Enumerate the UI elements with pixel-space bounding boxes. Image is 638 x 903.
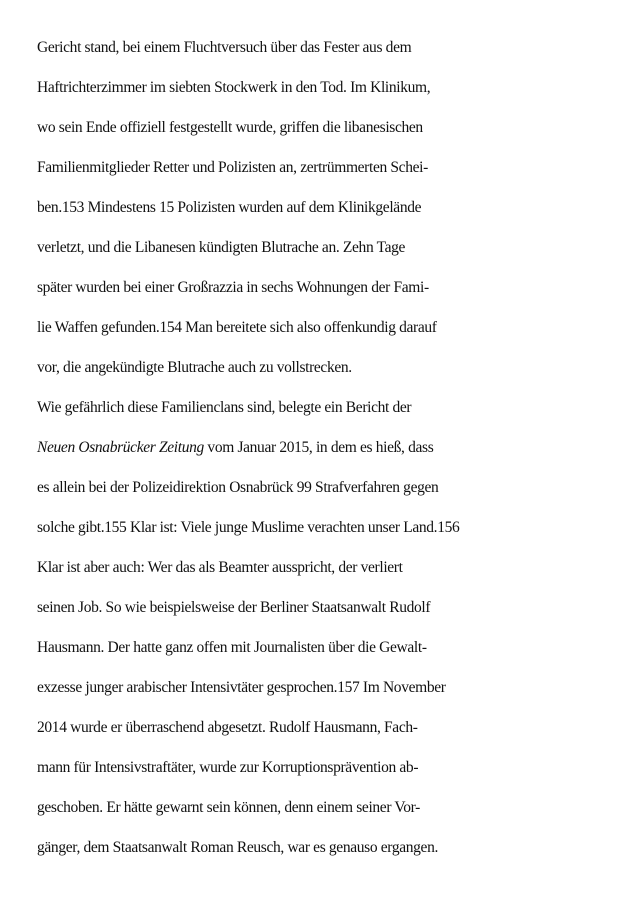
text-line xyxy=(37,438,433,458)
text-line: Haftrichterzimmer im siebten Stockwerk in den Tod. Im Klinikum, xyxy=(37,79,431,96)
text-line: später wurden bei einer Großrazzia in sechs Wohnungen der Fami- xyxy=(37,279,429,296)
newspaper-title: Neuen Osnabrücker Zeitung xyxy=(37,439,204,456)
text-line: Hausmann. Der hatte ganz offen mit Journalisten über die Gewalt- xyxy=(37,639,427,656)
text-line: ben.153 Mindestens 15 Polizisten wurden auf dem Klinikgelände xyxy=(37,199,422,216)
text-span: vom Januar 2015, in dem es hieß, dass xyxy=(203,439,434,456)
text-line: es allein bei der Polizeidirektion Osnabrück 99 Strafverfahren gegen xyxy=(37,479,439,496)
text-line: Gericht stand, bei einem Fluchtversuch über das Fester aus dem xyxy=(37,39,412,56)
text-line: lie Waffen gefunden.154 Man bereitete sich also offenkundig darauf xyxy=(37,319,437,336)
text-line: wo sein Ende offiziell festgestellt wurde, griffen die libanesischen xyxy=(37,119,423,136)
text-line: solche gibt.155 Klar ist: Viele junge Muslime verachten unser Land.156 xyxy=(37,519,460,536)
text-line: vor, die angekündigte Blutrache auch zu vollstrecken. xyxy=(37,359,352,376)
text-line: verletzt, und die Libanesen kündigten Blutrache an. Zehn Tage xyxy=(37,239,406,256)
text-line: geschoben. Er hätte gewarnt sein können, denn einem seiner Vor- xyxy=(37,799,420,816)
text-line: 2014 wurde er überraschend abgesetzt. Rudolf Hausmann, Fach- xyxy=(37,719,418,736)
text-line: Klar ist aber auch: Wer das als Beamter ausspricht, der verliert xyxy=(37,559,403,576)
text-line: seinen Job. So wie beispielsweise der Berliner Staatsanwalt Rudolf xyxy=(37,599,431,616)
text-line: gänger, dem Staatsanwalt Roman Reusch, war es genauso ergangen. xyxy=(37,839,439,856)
paragraph-start-line: Wie gefährlich diese Familienclans sind, belegte ein Bericht der xyxy=(37,399,412,416)
text-line: exzesse junger arabischer Intensivtäter gesprochen.157 Im November xyxy=(37,679,446,696)
text-line: Familienmitglieder Retter und Polizisten an, zertrümmerten Schei- xyxy=(37,159,428,176)
text-line: mann für Intensivstraftäter, wurde zur Korruptionsprävention ab- xyxy=(37,759,419,776)
